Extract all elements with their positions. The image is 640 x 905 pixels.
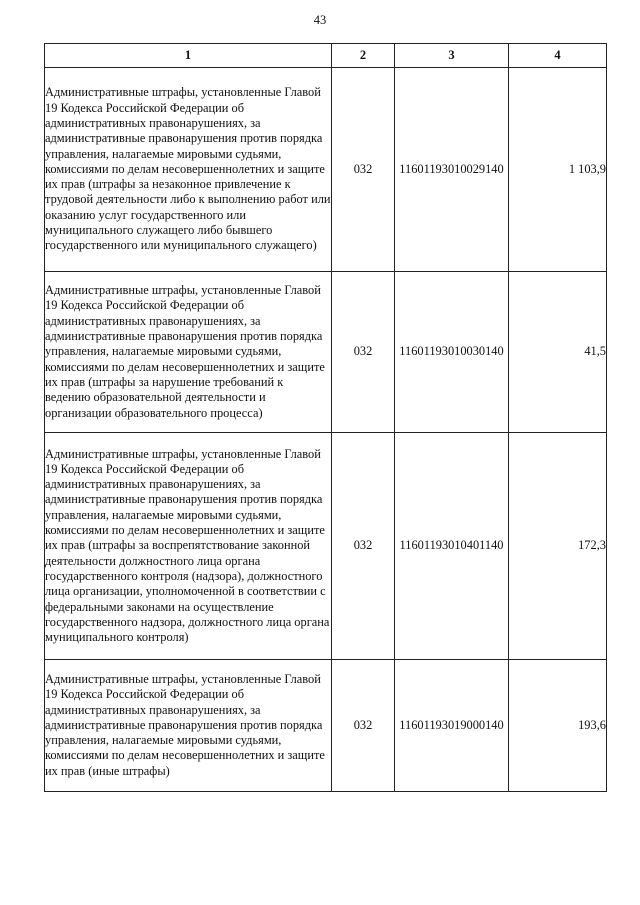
row-budget-classification-code: 11601193010029140 <box>395 68 509 272</box>
row-budget-classification-code: 11601193010401140 <box>395 433 509 660</box>
row-budget-classification-code: 11601193019000140 <box>395 660 509 792</box>
table-row <box>45 660 607 792</box>
column-header-3: 3 <box>395 44 509 68</box>
row-description: Административные штрафы, установленные Главой 19 Кодекса Российской Федерации об административных правонарушениях, за административные правонарушения против порядка управления, налагаемые мировыми судьями, комиссиями по делам несовершеннолетних и защите их прав (штрафы за незаконное привлечение к трудовой деятельности либо к выполнению работ или оказанию услуг государственного или муниципального служащего либо бывшего государственного или муниципального служащего) <box>45 68 332 272</box>
row-description: Административные штрафы, установленные Главой 19 Кодекса Российской Федерации об административных правонарушениях, за административные правонарушения против порядка управления, налагаемые мировыми судьями, комиссиями по делам несовершеннолетних и защите их прав (иные штрафы) <box>45 660 332 792</box>
row-amount: 193,6 <box>509 660 607 792</box>
table-row <box>45 433 607 660</box>
column-header-2: 2 <box>332 44 395 68</box>
column-header-4: 4 <box>509 44 607 68</box>
row-amount: 1 103,9 <box>509 68 607 272</box>
budget-revenue-table <box>44 43 607 792</box>
row-amount: 41,5 <box>509 272 607 433</box>
row-admin-code: 032 <box>332 272 395 433</box>
row-budget-classification-code: 11601193010030140 <box>395 272 509 433</box>
row-admin-code: 032 <box>332 68 395 272</box>
column-header-1: 1 <box>45 44 332 68</box>
page-number: 43 <box>313 13 327 27</box>
table-row <box>45 68 607 272</box>
row-admin-code: 032 <box>332 433 395 660</box>
table-row <box>45 272 607 433</box>
row-description: Административные штрафы, установленные Главой 19 Кодекса Российской Федерации об административных правонарушениях, за административные правонарушения против порядка управления, налагаемые мировыми судьями, комиссиями по делам несовершеннолетних и защите их прав (штрафы за воспрепятствование законной деятельности должностного лица органа государственного контроля (надзора), должностного лица организации, уполномоченной в соответствии с федеральными законами на осуществление государственного надзора, должностного лица органа муниципального контроля) <box>45 433 332 660</box>
row-admin-code: 032 <box>332 660 395 792</box>
row-description: Административные штрафы, установленные Главой 19 Кодекса Российской Федерации об административных правонарушениях, за административные правонарушения против порядка управления, налагаемые мировыми судьями, комиссиями по делам несовершеннолетних и защите их прав (штрафы за нарушение требований к ведению образовательной деятельности и организации образовательного процесса) <box>45 272 332 433</box>
table-header-row <box>45 44 607 68</box>
row-amount: 172,3 <box>509 433 607 660</box>
